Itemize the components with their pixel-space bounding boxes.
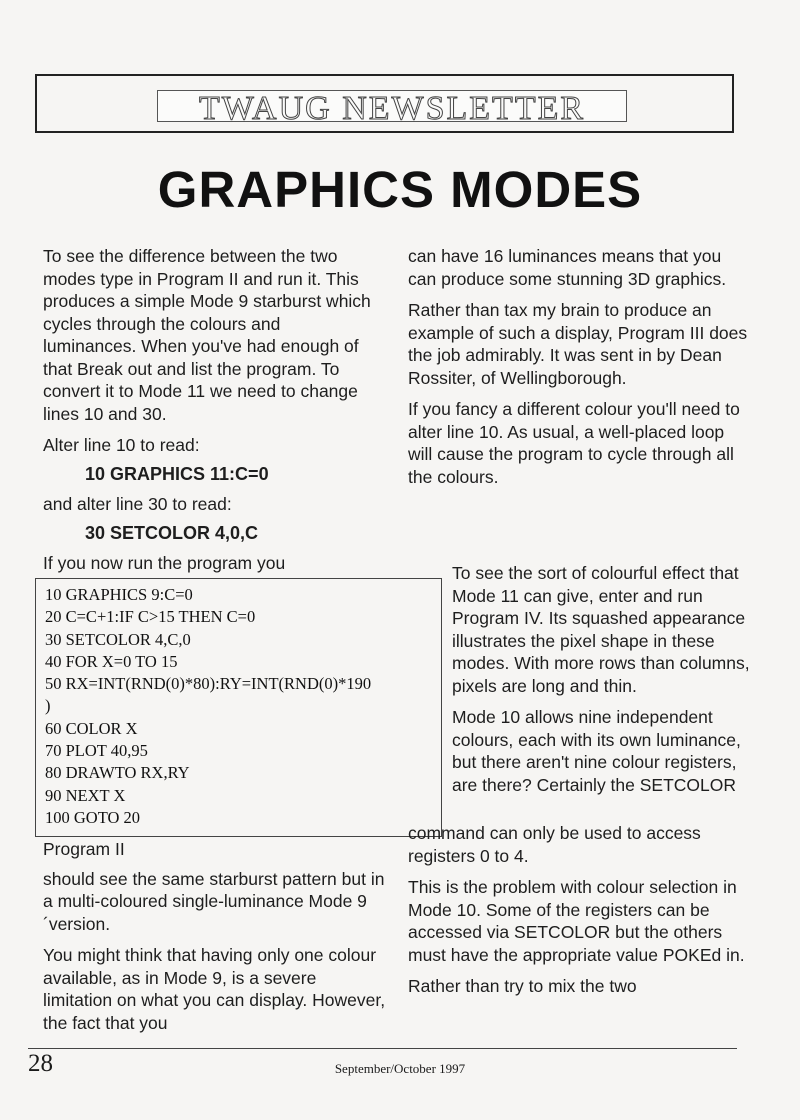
paragraph: can have 16 luminances means that you can produce some stunning 3D graphics. [408, 246, 727, 289]
listing-line: 70 PLOT 40,95 [45, 741, 148, 761]
listing-line: ) [45, 696, 51, 716]
paragraph: Alter line 10 to read: [43, 435, 200, 455]
paragraph: Rather than try to mix the two [408, 976, 637, 996]
footer-divider [28, 1048, 737, 1049]
page-number: 28 [28, 1050, 53, 1077]
listing-line: 20 C=C+1:IF C>15 THEN C=0 [45, 607, 256, 627]
listing-line: 60 COLOR X [45, 718, 138, 738]
article-title: GRAPHICS MODES [157, 161, 643, 218]
paragraph: This is the problem with colour selection in Mode 10. Some of the registers can be accessed via SETCOLOR but the others must have the appropriate value POKEd in. [408, 877, 745, 965]
listing-line: 10 GRAPHICS 9:C=0 [45, 585, 193, 604]
paragraph: If you now run the program you [43, 553, 286, 573]
listing-line: 30 SETCOLOR 4,C,0 [45, 629, 191, 649]
paragraph: Rather than tax my brain to produce an example of such a display, Program III does the job admirably. It was sent in by Dean Rossiter, of Wellingborough. [408, 300, 748, 388]
listing-line: 50 RX=INT(RND(0)*80):RY=INT(RND(0)*190 [45, 674, 372, 694]
code-line: 10 GRAPHICS 11:C=0 [85, 463, 269, 484]
listing-line: 40 FOR X=0 TO 15 [45, 651, 178, 671]
listing-caption: Program II [43, 839, 125, 859]
listing-line: 90 NEXT X [45, 785, 126, 805]
listing-line: 80 DRAWTO RX,RY [45, 763, 190, 783]
listing-line: 100 GOTO 20 [45, 807, 141, 827]
right-column [408, 245, 748, 497]
paragraph: To see the sort of colourful effect that Mode 11 can give, enter and run Program IV. Its squashed appearance illustrates the pixel shape in these modes. With more rows than columns, pixels are long and thin. [452, 563, 750, 696]
paragraph: Mode 10 allows nine independent colours, each with its own luminance, but there aren't nine colour registers, are there? Certainly the SETCOLOR [452, 707, 741, 795]
issue-date: September/October 1997 [334, 1061, 466, 1076]
paragraph: If you fancy a different colour you'll need to alter line 10. As usual, a well-placed loop will cause the program to cycle through all the colours. [408, 399, 740, 487]
masthead-title: TWAUG NEWSLETTER [198, 90, 586, 122]
left-column [43, 245, 378, 584]
paragraph: To see the difference between the two modes type in Program II and run it. This produces a simple Mode 9 starburst which cycles through the colours and luminances. When you've had enough of that Break out and list the program. To convert it to Mode 11 we need to change lines 10 and 30. [43, 246, 371, 424]
masthead-banner [157, 90, 627, 122]
paragraph: You might think that having only one colour available, as in Mode 9, is a severe limitation on what you can display. However, the fact that you [43, 945, 386, 1033]
left-lower-column [43, 838, 388, 1043]
right-lower-column [408, 822, 748, 1007]
right-mid-column [452, 562, 752, 796]
program-listing [35, 578, 442, 837]
paragraph: should see the same starburst pattern but in a multi-coloured single-luminance Mode 9´version. [43, 868, 385, 934]
paragraph: and alter line 30 to read: [43, 494, 232, 514]
paragraph: command can only be used to access registers 0 to 4. [408, 823, 701, 866]
masthead-frame [35, 74, 734, 133]
code-line: 30 SETCOLOR 4,0,C [85, 522, 259, 543]
